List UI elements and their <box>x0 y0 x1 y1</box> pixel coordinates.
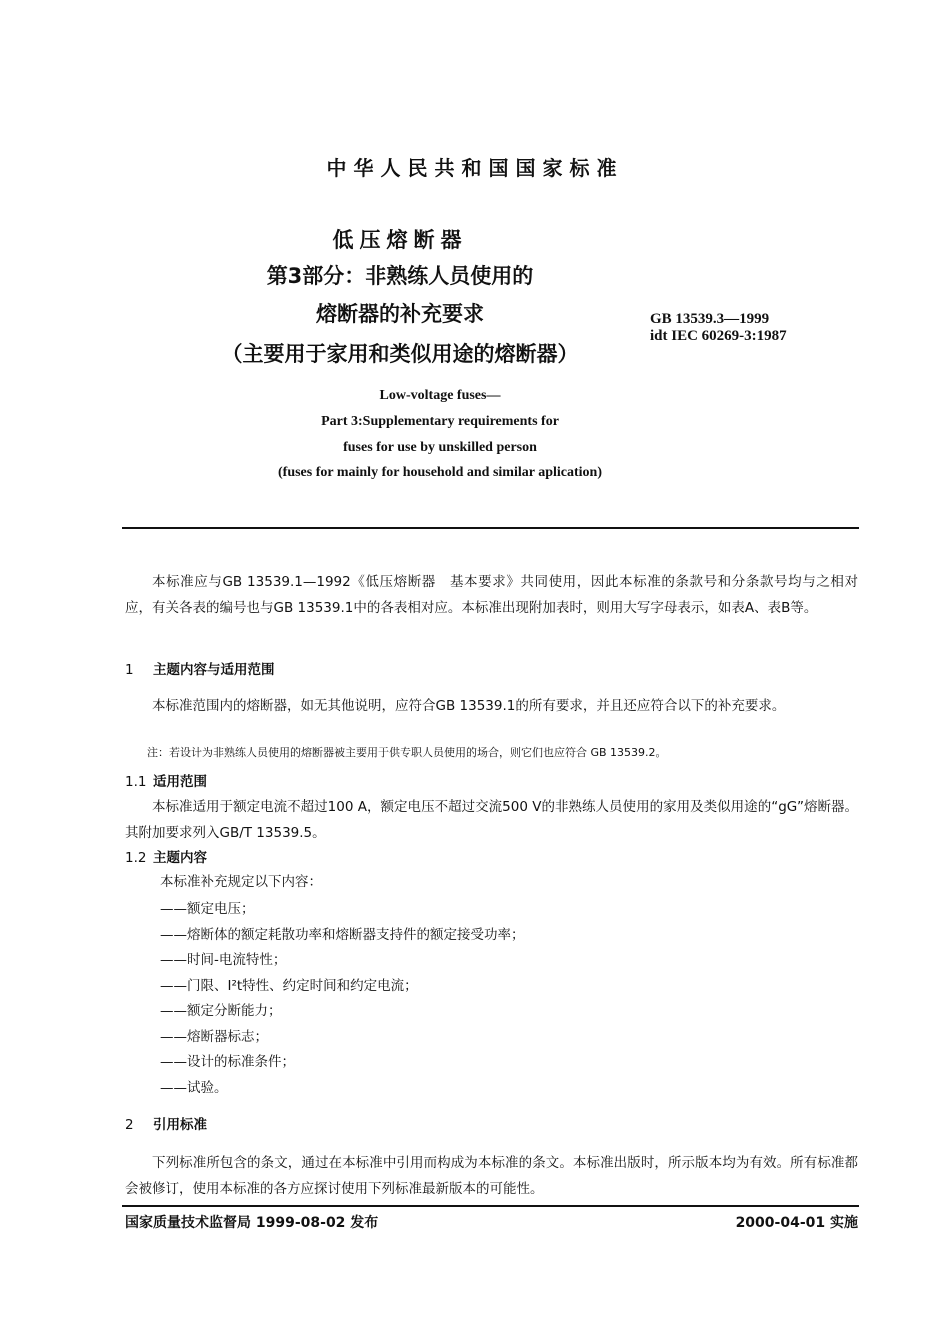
list-item: ——门限、I²t特性、约定时间和约定电流； <box>160 977 418 994</box>
section-2-paragraph: 下列标准所包含的条文，通过在本标准中引用而构成为本标准的条文。本标准出版时，所示版本均为有效。所有标准都会被修订，使用本标准的各方应探讨使用下列标准最新版本的可能性。 <box>125 1155 858 1197</box>
footer-divider <box>122 1205 859 1207</box>
section-number: 1.1 <box>125 774 147 790</box>
cn-title-line-3: 熔断器的补充要求 <box>316 302 484 326</box>
section-title: 适用范围 <box>153 774 207 790</box>
header-divider <box>122 527 859 529</box>
content-list <box>160 897 525 1101</box>
issue-date: 国家质量技术监督局 1999-08-02 发布 <box>125 1215 379 1231</box>
en-title-line-4: (fuses for mainly for household and similar aplication) <box>278 465 602 480</box>
section-1-1-heading <box>125 772 207 792</box>
en-title-line-1: Low-voltage fuses— <box>379 388 501 403</box>
list-item: ——额定分断能力； <box>160 1003 282 1019</box>
section-2-heading <box>125 1115 207 1135</box>
section-title: 主题内容 <box>153 850 207 866</box>
cn-title-line-2: 第3部分：非熟练人员使用的 <box>266 264 534 288</box>
standard-number: GB 13539.3—1999 <box>650 311 770 327</box>
intro-paragraph: 本标准应与GB 13539.1—1992《低压熔断器 基本要求》共同使用，因此本标准的条款号和分条款号均与之相对应，有关各表的编号也与GB 13539.1中的各表相对应。本标准出现附加表时，则用大写字母表示，如表A、表B等。 <box>125 574 858 616</box>
national-standard-heading: 中华人民共和国国家标准 <box>326 156 624 180</box>
list-item: ——时间-电流特性； <box>160 952 287 968</box>
section-1-2-paragraph: 本标准补充规定以下内容： <box>160 874 322 890</box>
list-item: ——试验。 <box>160 1079 228 1096</box>
section-title: 主题内容与适用范围 <box>153 662 275 678</box>
cn-title-line-4: （主要用于家用和类似用途的熔断器） <box>221 342 579 366</box>
list-item: ——设计的标准条件； <box>160 1054 295 1070</box>
standard-idt: idt IEC 60269-3:1987 <box>650 328 787 344</box>
en-title-line-2: Part 3:Supplementary requirements for <box>321 414 559 429</box>
list-item: ——额定电压； <box>160 901 255 917</box>
cn-title-line-1: 低压熔断器 <box>332 228 468 252</box>
section-1-2-heading <box>125 848 207 868</box>
section-1-note: 注：若设计为非熟练人员使用的熔断器被主要用于供专职人员使用的场合，则它们也应符合 GB 13539.2。 <box>147 746 667 759</box>
section-number: 2 <box>125 1117 134 1133</box>
en-title-line-3: fuses for use by unskilled person <box>343 440 537 455</box>
section-1-paragraph: 本标准范围内的熔断器，如无其他说明，应符合GB 13539.1的所有要求，并且还应符合以下的补充要求。 <box>152 698 786 714</box>
section-title: 引用标准 <box>153 1117 207 1133</box>
effective-date: 2000-04-01 实施 <box>735 1215 858 1231</box>
list-item: ——熔断体的额定耗散功率和熔断器支持件的额定接受功率； <box>160 926 525 943</box>
section-number: 1 <box>125 662 134 678</box>
list-item: ——熔断器标志； <box>160 1028 268 1045</box>
section-number: 1.2 <box>125 850 147 866</box>
section-1-1-paragraph: 本标准适用于额定电流不超过100 A，额定电压不超过交流500 V的非熟练人员使用的家用及类似用途的“gG”熔断器。其附加要求列入GB/T 13539.5。 <box>125 799 858 841</box>
section-1-heading <box>125 660 275 680</box>
